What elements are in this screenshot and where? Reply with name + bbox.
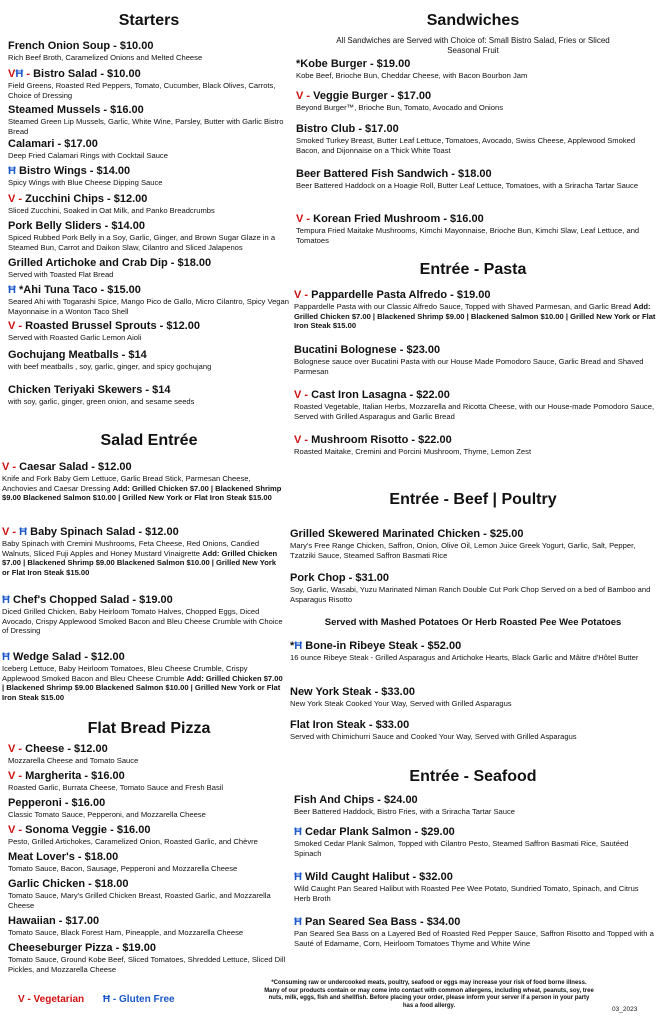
menu-item-title: Zucchini Chips - $12.00 <box>25 193 148 205</box>
menu-item-description: Knife and Fork Baby Gem Lettuce, Garlic Bread Stick, Parmesan Cheese, Anchovies and Caesar Dressing Add: Grilled Chicken $7.00 | Blackened Shrimp $9.00 Blackened Salmon $10.00 | Grilled New York or Flat Iron Steak $15.00 <box>2 474 282 503</box>
menu-item <box>8 257 290 280</box>
menu-item-description: Roasted Vegetable, Italian Herbs, Mozzarella and Ricotta Cheese, with our House-made Pomodoro Sauce, Served with Grilled Asparagus and Garlic Bread <box>294 402 655 421</box>
allergen-disclaimer: *Consuming raw or undercooked meats, poultry, seafood or eggs may increase your risk of food borne illness. Many of our products contain or may come into contact with common allergens, including wheat, peanuts, soy, tree nuts, milk, eggs, fish and shellfish. Before placing your order, please inform your server if a person in your party has a food allergy. <box>264 980 594 1009</box>
menu-item <box>8 68 290 100</box>
menu-item <box>2 594 284 636</box>
menu-item-name <box>8 851 290 864</box>
menu-item <box>294 344 656 376</box>
menu-item <box>290 640 652 663</box>
menu-item-description: Rich Beef Broth, Caramelized Onions and Melted Cheese <box>8 53 203 62</box>
menu-item-title: Veggie Burger - $17.00 <box>313 90 432 102</box>
menu-item-title: Grilled Skewered Marinated Chicken - $25.00 <box>290 528 524 540</box>
dietary-markers: V - <box>8 193 23 205</box>
menu-item-name <box>294 794 656 807</box>
menu-item-title: Baby Spinach Salad - $12.00 <box>30 526 179 538</box>
menu-item-description: Kobe Beef, Brioche Bun, Cheddar Cheese, with Bacon Bourbon Jam <box>296 71 528 80</box>
menu-item-description: Beer Battered Haddock, Bistro Fries, with a Sriracha Tartar Sauce <box>294 807 516 816</box>
menu-item-description: Served with Chimichurri Sauce and Cooked Your Way, Served with Grilled Asparagus <box>290 732 577 741</box>
menu-item-name <box>8 824 290 837</box>
menu-item-name <box>294 289 656 302</box>
vegetarian-icon: V <box>2 461 10 473</box>
legend-gluten-free: Ħ - Gluten Free <box>102 994 175 1005</box>
menu-item-name <box>8 40 290 53</box>
vegetarian-icon: V <box>296 90 304 102</box>
menu-item-title: Calamari - $17.00 <box>8 138 98 150</box>
menu-item-title: Bone-in Ribeye Steak - $52.00 <box>305 640 462 652</box>
menu-item-name <box>290 719 652 732</box>
menu-item-description: Tomato Sauce, Ground Kobe Beef, Sliced Tomatoes, Shredded Lettuce, Sliced Dill Pickles, and Mozzarella Cheese <box>8 955 286 974</box>
menu-item-description: Deep Fried Calamari Rings with Cocktail Sauce <box>8 151 168 160</box>
menu-item-name <box>290 686 652 699</box>
dietary-markers <box>294 826 305 838</box>
section-title-starters: Starters <box>118 12 180 29</box>
menu-item <box>8 770 290 793</box>
menu-item <box>294 916 656 948</box>
menu-item-description: with soy, garlic, ginger, green onion, and sesame seeds <box>8 397 195 406</box>
dietary-markers: *Ħ <box>290 640 303 652</box>
menu-item-title: Pork Chop - $31.00 <box>290 572 390 584</box>
menu-item-name <box>8 384 290 397</box>
menu-item-description: Spicy Wings with Blue Cheese Dipping Sauce <box>8 178 163 187</box>
menu-item-description: Smoked Turkey Breast, Butter Leaf Lettuce, Tomatoes, Avocado, Swiss Cheese, Applewood Smoked Bacon, and Dijonnaise on a Thick White Toast <box>296 136 636 155</box>
menu-item-name <box>2 461 284 474</box>
menu-item <box>8 384 290 407</box>
menu-item <box>8 797 290 820</box>
menu-item-description: Mary's Free Range Chicken, Saffron, Onion, Olive Oil, Lemon Juice Greek Yogurt, Garlic, Salt, Pepper, Tzatziki Sauce, Steamed Saffron Basmati Rice <box>290 541 636 560</box>
menu-item-name <box>8 320 290 333</box>
menu-item-description: Wild Caught Pan Seared Halibut with Roasted Pee Wee Potato, Sundried Tomato, Spinach, and Citrus Herb Broth <box>294 884 639 903</box>
menu-item-title: Sonoma Veggie - $16.00 <box>25 824 151 836</box>
menu-item-name <box>8 220 290 233</box>
menu-item <box>8 138 290 161</box>
dietary-markers <box>2 594 13 606</box>
menu-item-title: Bucatini Bolognese - $23.00 <box>294 344 441 356</box>
menu-item <box>294 434 656 457</box>
menu-item-name <box>296 58 658 71</box>
vegetarian-icon: V <box>294 434 302 446</box>
section-title-pasta: Entrée - Pasta <box>419 261 527 278</box>
menu-item-description: Spiced Rubbed Pork Belly in a Soy, Garlic, Ginger, and Brown Sugar Glaze in a Steamed Bun, Carrot and Daikon Slaw, Cilantro and Sliced Jalapenos <box>8 233 276 252</box>
menu-item-title: Margherita - $16.00 <box>25 770 125 782</box>
menu-item-name <box>8 284 290 297</box>
menu-item-description: New York Steak Cooked Your Way, Served with Grilled Asparagus <box>290 699 512 708</box>
menu-item-title: Cheeseburger Pizza - $19.00 <box>8 942 156 954</box>
menu-item-name <box>294 434 656 447</box>
vegetarian-icon: V <box>8 770 16 782</box>
dietary-markers: V - <box>296 90 311 102</box>
menu-item-title: Wild Caught Halibut - $32.00 <box>305 871 453 883</box>
dietary-markers: V - <box>294 434 309 446</box>
menu-item-title: Hawaiian - $17.00 <box>8 915 100 927</box>
menu-item-name <box>294 389 656 402</box>
gluten-free-icon: Ħ <box>294 826 302 838</box>
menu-item-name <box>294 826 656 839</box>
vegetarian-icon: V <box>8 743 16 755</box>
menu-item-description: Pesto, Grilled Artichokes, Caramelized Onion, Roasted Garlic, and Chèvre <box>8 837 258 846</box>
menu-item-title: Meat Lover's - $18.00 <box>8 851 119 863</box>
menu-item-title: Pork Belly Sliders - $14.00 <box>8 220 145 232</box>
menu-item-description: with beef meatballs , soy, garlic, ginger, and spicy gochujang <box>8 362 212 371</box>
gluten-free-icon: Ħ <box>8 165 16 177</box>
menu-item-title: Grilled Artichoke and Crab Dip - $18.00 <box>8 257 212 269</box>
menu-item-title: Fish And Chips - $24.00 <box>294 794 418 806</box>
menu-item <box>294 871 656 903</box>
menu-item-description: Sliced Zucchini, Soaked in Oat Milk, and Panko Breadcrumbs <box>8 206 215 215</box>
menu-item-description: Pappardelle Pasta with our Classic Alfredo Sauce, Topped with Shaved Parmesan, and Garlic Bread Add: Grilled Chicken $7.00 | Blackened Shrimp $9.00 | Blackened Salmon $10.00 | Grilled New York or Flat Iron Steak $15.00 <box>294 302 656 331</box>
menu-item-title: Bistro Club - $17.00 <box>296 123 399 135</box>
menu-item-name <box>8 68 290 81</box>
menu-item-name <box>296 213 658 226</box>
menu-item-name <box>290 572 652 585</box>
gluten-free-icon: Ħ <box>294 916 302 928</box>
menu-item-name <box>8 165 290 178</box>
gluten-free-icon: Ħ <box>294 871 302 883</box>
menu-item-description: Served with Roasted Garlic Lemon Aioli <box>8 333 142 342</box>
menu-item-description: Steamed Green Lip Mussels, Garlic, White Wine, Parsley, Butter with Garlic Bistro Bread <box>8 117 284 136</box>
menu-item <box>290 719 652 742</box>
menu-item-description: Roasted Garlic, Burrata Cheese, Tomato Sauce and Fresh Basil <box>8 783 224 792</box>
menu-item <box>8 165 290 188</box>
menu-item-description: Roasted Maitake, Cremini and Porcini Mushroom, Thyme, Lemon Zest <box>294 447 532 456</box>
menu-item <box>296 90 658 113</box>
menu-item-name <box>8 797 290 810</box>
menu-item-description: Pan Seared Sea Bass on a Layered Bed of Roasted Red Pepper Sauce, Saffron Risotto and Topped with a Sauté of Edamame, Corn, Heirloom Tomatoes Thyme and White Wine <box>294 929 654 948</box>
menu-item-name <box>296 123 658 136</box>
vegetarian-icon: V <box>294 289 302 301</box>
menu-item-description: Baby Spinach with Cremini Mushrooms, Feta Cheese, Red Onions, Candied Walnuts, Sliced Fuji Apples and Honey Mustard Vinaigrette Add: Grilled Chicken $7.00 | Blackened Shrimp $9.00 Blackened Salmon $10.00 | Grilled New York or Flat Iron Steak $15.00 <box>2 539 278 577</box>
menu-item-name <box>8 138 290 151</box>
menu-item <box>296 58 658 81</box>
menu-item-title: Pappardelle Pasta Alfredo - $19.00 <box>311 289 491 301</box>
menu-item <box>8 104 290 136</box>
menu-item-name <box>294 871 656 884</box>
menu-item-addons: Add: Grilled Chicken $7.00 | Blackened Shrimp $9.00 | Blackened Salmon $10.00 | Grilled New York or Flat Iron Steak $15.00 <box>294 302 656 331</box>
section-title-pizza: Flat Bread Pizza <box>87 720 211 737</box>
dietary-markers <box>294 871 305 883</box>
menu-item <box>8 320 290 343</box>
menu-item <box>8 40 290 63</box>
menu-item-name <box>8 915 290 928</box>
legend-vegetarian: V - Vegetarian <box>18 994 85 1005</box>
dietary-markers: V - Ħ <box>2 526 28 538</box>
menu-item-title: French Onion Soup - $10.00 <box>8 40 154 52</box>
menu-item-title: Mushroom Risotto - $22.00 <box>311 434 452 446</box>
dietary-markers <box>8 284 19 296</box>
menu-version: 03_2023 <box>612 1006 638 1013</box>
dietary-markers: VĦ - <box>8 68 31 80</box>
gluten-free-icon: Ħ <box>19 526 28 538</box>
section-title-beef: Entrée - Beef | Poultry <box>389 491 557 508</box>
menu-item-name <box>2 651 284 664</box>
vegetarian-icon: V <box>294 389 302 401</box>
menu-item <box>8 915 290 938</box>
menu-item-description: Field Greens, Roasted Red Peppers, Tomato, Cucumber, Black Olives, Carrots, Choice of Dressing <box>8 81 276 100</box>
dietary-markers: V - <box>294 289 309 301</box>
vegetarian-icon: V <box>8 68 16 80</box>
dietary-markers: V - <box>8 770 23 782</box>
menu-item-title: Chicken Teriyaki Skewers - $14 <box>8 384 171 396</box>
menu-item-name <box>8 743 290 756</box>
menu-item <box>8 220 290 252</box>
menu-item-addons: Add: Grilled Chicken $7.00 | Blackened Shrimp $9.00 Blackened Salmon $10.00 | Grilled New York or Flat Iron Steak $15.00 <box>2 548 278 577</box>
menu-item <box>294 826 656 858</box>
menu-item-title: Beer Battered Fish Sandwich - $18.00 <box>296 168 492 180</box>
vegetarian-icon: V <box>296 213 304 225</box>
dietary-markers: V - <box>296 213 311 225</box>
vegetarian-icon: V <box>2 526 10 538</box>
menu-item-description: Diced Grilled Chicken, Baby Heirloom Tomato Halves, Chopped Eggs, Diced Avocado, Crispy Applewood Smoked Bacon and Bleu Cheese Crumble with Choice of Dressing <box>2 607 283 636</box>
menu-item-addons: Add: Grilled Chicken $7.00 | Blackened Shrimp $9.00 Blackened Salmon $10.00 | Grilled New York or Flat Iron Steak $15.00 <box>2 673 283 702</box>
menu-item-name <box>8 878 290 891</box>
dietary-legend <box>18 994 175 1005</box>
menu-item-title: Roasted Brussel Sprouts - $12.00 <box>25 320 200 332</box>
menu-item <box>290 528 652 560</box>
menu-item-description: Mozzarella Cheese and Tomato Sauce <box>8 756 139 765</box>
menu-item-title: Cast Iron Lasagna - $22.00 <box>311 389 450 401</box>
menu-item <box>8 193 290 216</box>
menu-item-name <box>8 193 290 206</box>
menu-item <box>296 168 658 191</box>
menu-item <box>8 851 290 874</box>
menu-item-name <box>8 104 290 117</box>
gluten-free-icon: Ħ <box>294 640 303 652</box>
dietary-markers: V - <box>2 461 17 473</box>
menu-item-title: New York Steak - $33.00 <box>290 686 415 698</box>
gluten-free-icon: Ħ <box>2 594 10 606</box>
menu-item <box>8 942 290 974</box>
menu-item-title: Garlic Chicken - $18.00 <box>8 878 129 890</box>
menu-item <box>294 389 656 421</box>
menu-item <box>8 284 290 316</box>
menu-item <box>8 743 290 766</box>
menu-item-description: Served with Toasted Flat Bread <box>8 270 114 279</box>
menu-item-title: *Kobe Burger - $19.00 <box>296 58 411 70</box>
sandwiches-note: All Sandwiches are Served with Choice of: Small Bistro Salad, Fries or Sliced Seasonal Fruit <box>336 36 610 55</box>
menu-item-title: Wedge Salad - $12.00 <box>13 651 125 663</box>
dietary-markers <box>8 165 19 177</box>
menu-item-title: *Ahi Tuna Taco - $15.00 <box>19 284 141 296</box>
beef-subhead: Served with Mashed Potatoes Or Herb Roasted Pee Wee Potatoes <box>324 617 622 628</box>
menu-item-description: Seared Ahi with Togarashi Spice, Mango Pico de Gallo, Micro Cilantro, Spicy Vegan Mayonnaise in a Wonton Taco Shell <box>8 297 289 316</box>
vegetarian-icon: V <box>8 320 16 332</box>
menu-item-title: Cheese - $12.00 <box>25 743 108 755</box>
menu-item-name <box>296 168 658 181</box>
dietary-markers: V - <box>8 320 23 332</box>
menu-item-name <box>8 942 290 955</box>
vegetarian-icon: V <box>8 824 16 836</box>
dietary-markers: V - <box>294 389 309 401</box>
menu-item <box>2 651 284 702</box>
menu-item-description: Beer Battered Haddock on a Hoagie Roll, Butter Leaf Lettuce, Tomatoes, with a Sriracha Tartar Sauce <box>296 181 639 190</box>
menu-item-name <box>8 257 290 270</box>
menu-item-title: Korean Fried Mushroom - $16.00 <box>313 213 484 225</box>
menu-item-description: Beyond Burger™, Brioche Bun, Tomato, Avocado and Onions <box>296 103 503 112</box>
menu-item-title: Gochujang Meatballs - $14 <box>8 349 147 361</box>
menu-item-description: Soy, Garlic, Wasabi, Yuzu Marinated Niman Ranch Double Cut Pork Chop Served on a bed of Bamboo and Asparagus Risotto <box>290 585 651 604</box>
vegetarian-icon: V <box>8 193 16 205</box>
menu-item-title: Pepperoni - $16.00 <box>8 797 106 809</box>
section-title-sandwiches: Sandwiches <box>426 12 520 29</box>
dietary-markers: V - <box>8 824 23 836</box>
gluten-free-icon: Ħ <box>2 651 10 663</box>
menu-item-title: Steamed Mussels - $16.00 <box>8 104 144 116</box>
menu-item-description: 16 ounce Ribeye Steak - Grilled Asparagus and Artichoke Hearts, Black Garlic and Mâitre d'Hôtel Butter <box>290 653 639 662</box>
menu-item-name <box>8 770 290 783</box>
menu-item-description: Tomato Sauce, Bacon, Sausage, Pepperoni and Mozzarella Cheese <box>8 864 238 873</box>
menu-item <box>8 824 290 847</box>
menu-item-name <box>296 90 658 103</box>
menu-item <box>8 349 290 372</box>
menu-item-description: Tempura Fried Maitake Mushrooms, Kimchi Mayonnaise, Brioche Bun, Kimchi Slaw, Leaf Lettuce, and Tomatoes <box>296 226 640 245</box>
menu-item <box>294 794 656 817</box>
section-title-seafood: Entrée - Seafood <box>409 768 537 785</box>
menu-item <box>296 213 658 245</box>
menu-item-name <box>290 528 652 541</box>
menu-item-title: Bistro Salad - $10.00 <box>33 68 141 80</box>
menu-item-name <box>294 344 656 357</box>
menu-item <box>290 572 652 604</box>
section-title-salad: Salad Entrée <box>100 432 198 449</box>
menu-item-description: Classic Tomato Sauce, Pepperoni, and Mozzarella Cheese <box>8 810 206 819</box>
menu-item-title: Cedar Plank Salmon - $29.00 <box>305 826 455 838</box>
menu-item-description: Tomato Sauce, Black Forest Ham, Pineapple, and Mozzarella Cheese <box>8 928 244 937</box>
menu-item <box>2 526 284 577</box>
menu-item-name <box>294 916 656 929</box>
menu-item-title: Bistro Wings - $14.00 <box>19 165 131 177</box>
menu-item <box>294 289 656 331</box>
menu-item <box>290 686 652 709</box>
menu-item-name <box>8 349 290 362</box>
dietary-markers: V - <box>8 743 23 755</box>
menu-item-title: Caesar Salad - $12.00 <box>19 461 132 473</box>
menu-item-description: Iceberg Lettuce, Baby Heirloom Tomatoes, Bleu Cheese Crumble, Crispy Applewood Smoked Bacon and Bleu Cheese Crumble Add: Grilled Chicken $7.00 | Blackened Shrimp $9.00 Blackened Salmon $10.00 | Grilled New York or Flat Iron Steak $15.00 <box>2 664 283 702</box>
menu-item-name <box>2 594 284 607</box>
dietary-markers <box>294 916 305 928</box>
gluten-free-icon: Ħ <box>8 284 16 296</box>
menu-item-title: Pan Seared Sea Bass - $34.00 <box>305 916 461 928</box>
menu-item-name <box>2 526 284 539</box>
menu-item-title: Flat Iron Steak - $33.00 <box>290 719 410 731</box>
gluten-free-icon: Ħ <box>15 68 24 80</box>
menu-item-description: Smoked Cedar Plank Salmon, Topped with Cilantro Pesto, Steamed Saffron Basmati Rice, Sautéed Spinach <box>294 839 629 858</box>
menu-item-description: Bolognese sauce over Bucatini Pasta with our House Made Pomodoro Sauce, Garlic Bread and Shaved Parmesan <box>294 357 644 376</box>
menu-item-title: Chef's Chopped Salad - $19.00 <box>13 594 173 606</box>
menu-item-addons: Add: Grilled Chicken $7.00 | Blackened Shrimp $9.00 Blackened Salmon $10.00 | Grilled New York or Flat Iron Steak $15.00 <box>2 483 282 503</box>
menu-item-name <box>290 640 652 653</box>
menu-item <box>296 123 658 155</box>
dietary-markers <box>2 651 13 663</box>
menu-item <box>8 878 290 910</box>
menu-item-description: Tomato Sauce, Mary's Grilled Chicken Breast, Roasted Garlic, and Mozzarella Cheese <box>8 891 271 910</box>
menu-item <box>2 461 284 503</box>
